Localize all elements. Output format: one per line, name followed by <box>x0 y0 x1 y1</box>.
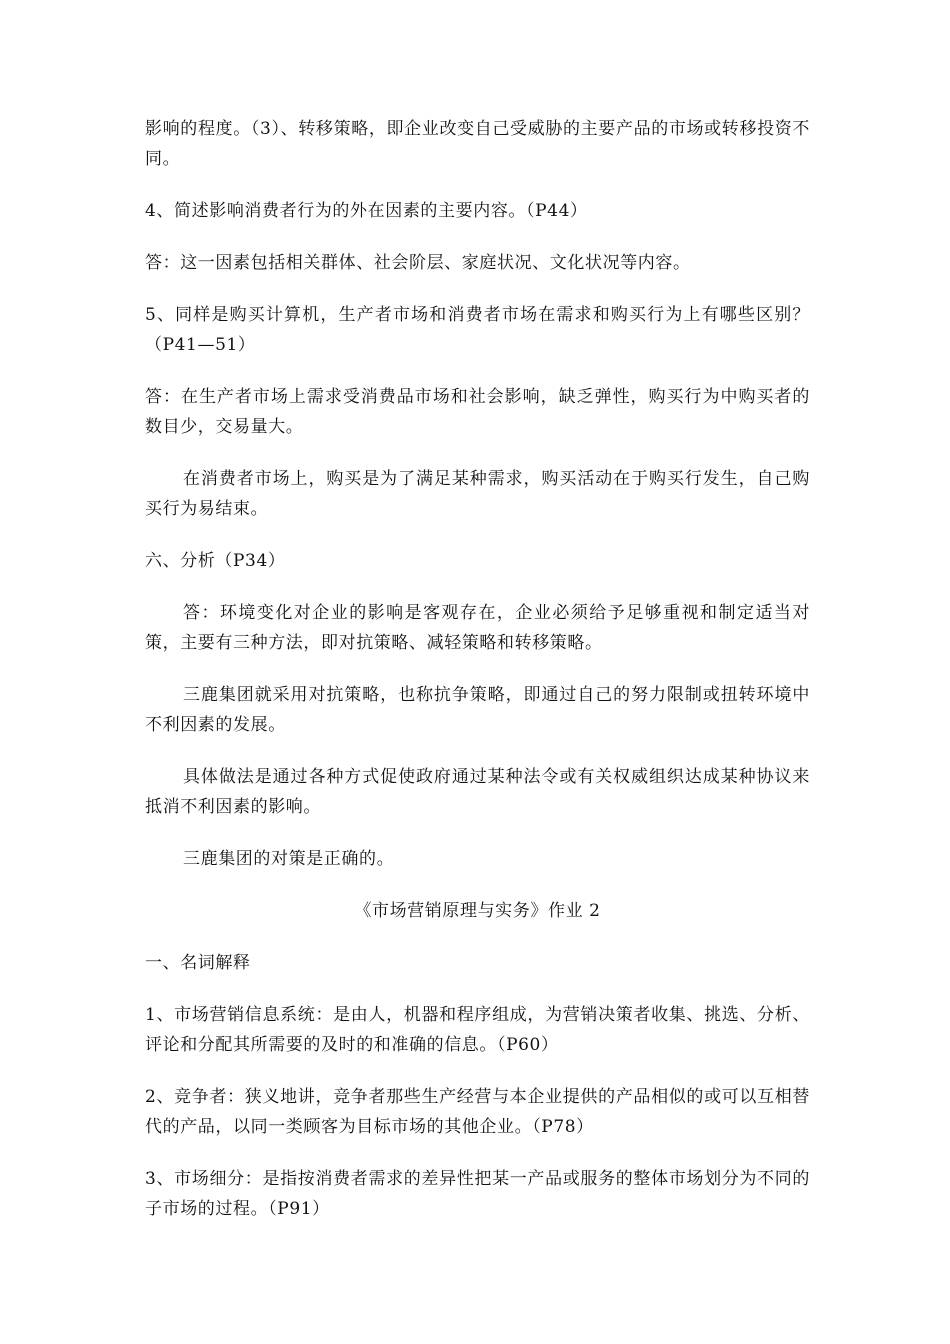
section-heading: 一、名词解释 <box>145 953 251 973</box>
answer-paragraph: 答：在生产者市场上需求受消费品市场和社会影响，缺乏弹性，购买行为中购买者的数目少，交易量大。 <box>145 387 810 437</box>
question-heading: 4、简述影响消费者行为的外在因素的主要内容。（P44） <box>145 201 588 221</box>
answer-paragraph: 答：这一因素包括相关群体、社会阶层、家庭状况、文化状况等内容。 <box>145 253 691 273</box>
answer-paragraph: 答：环境变化对企业的影响是客观存在，企业必须给予足够重视和制定适当对策，主要有三种方法，即对抗策略、减轻策略和转移策略。 <box>145 603 810 653</box>
definition-item: 1、市场营销信息系统：是由人，机器和程序组成，为营销决策者收集、挑选、分析、评论和分配其所需要的及时的和准确的信息。（P60） <box>145 1005 810 1055</box>
paragraph: 在消费者市场上，购买是为了满足某种需求，购买活动在于购买行发生，自己购买行为易结束。 <box>145 469 810 519</box>
assignment-title: 《市场营销原理与实务》作业 2 <box>354 901 601 921</box>
paragraph: 影响的程度。（3）、转移策略，即企业改变自己受威胁的主要产品的市场或转移投资不同。 <box>145 119 810 169</box>
definition-item: 3、市场细分：是指按消费者需求的差异性把某一产品或服务的整体市场划分为不同的子市场的过程。（P91） <box>145 1169 810 1219</box>
section-heading: 六、分析（P34） <box>145 551 286 571</box>
paragraph: 三鹿集团就采用对抗策略，也称抗争策略，即通过自己的努力限制或扭转环境中不利因素的发展。 <box>145 685 810 735</box>
document-page <box>145 114 810 1246</box>
paragraph: 具体做法是通过各种方式促使政府通过某种法令或有关权威组织达成某种协议来抵消不利因素的影响。 <box>145 767 810 817</box>
paragraph: 三鹿集团的对策是正确的。 <box>183 849 395 869</box>
definition-item: 2、竞争者：狭义地讲，竞争者那些生产经营与本企业提供的产品相似的或可以互相替代的产品，以同一类顾客为目标市场的其他企业。（P78） <box>145 1087 810 1137</box>
question-heading: 5、同样是购买计算机，生产者市场和消费者市场在需求和购买行为上有哪些区别？（P41—51） <box>145 305 810 355</box>
